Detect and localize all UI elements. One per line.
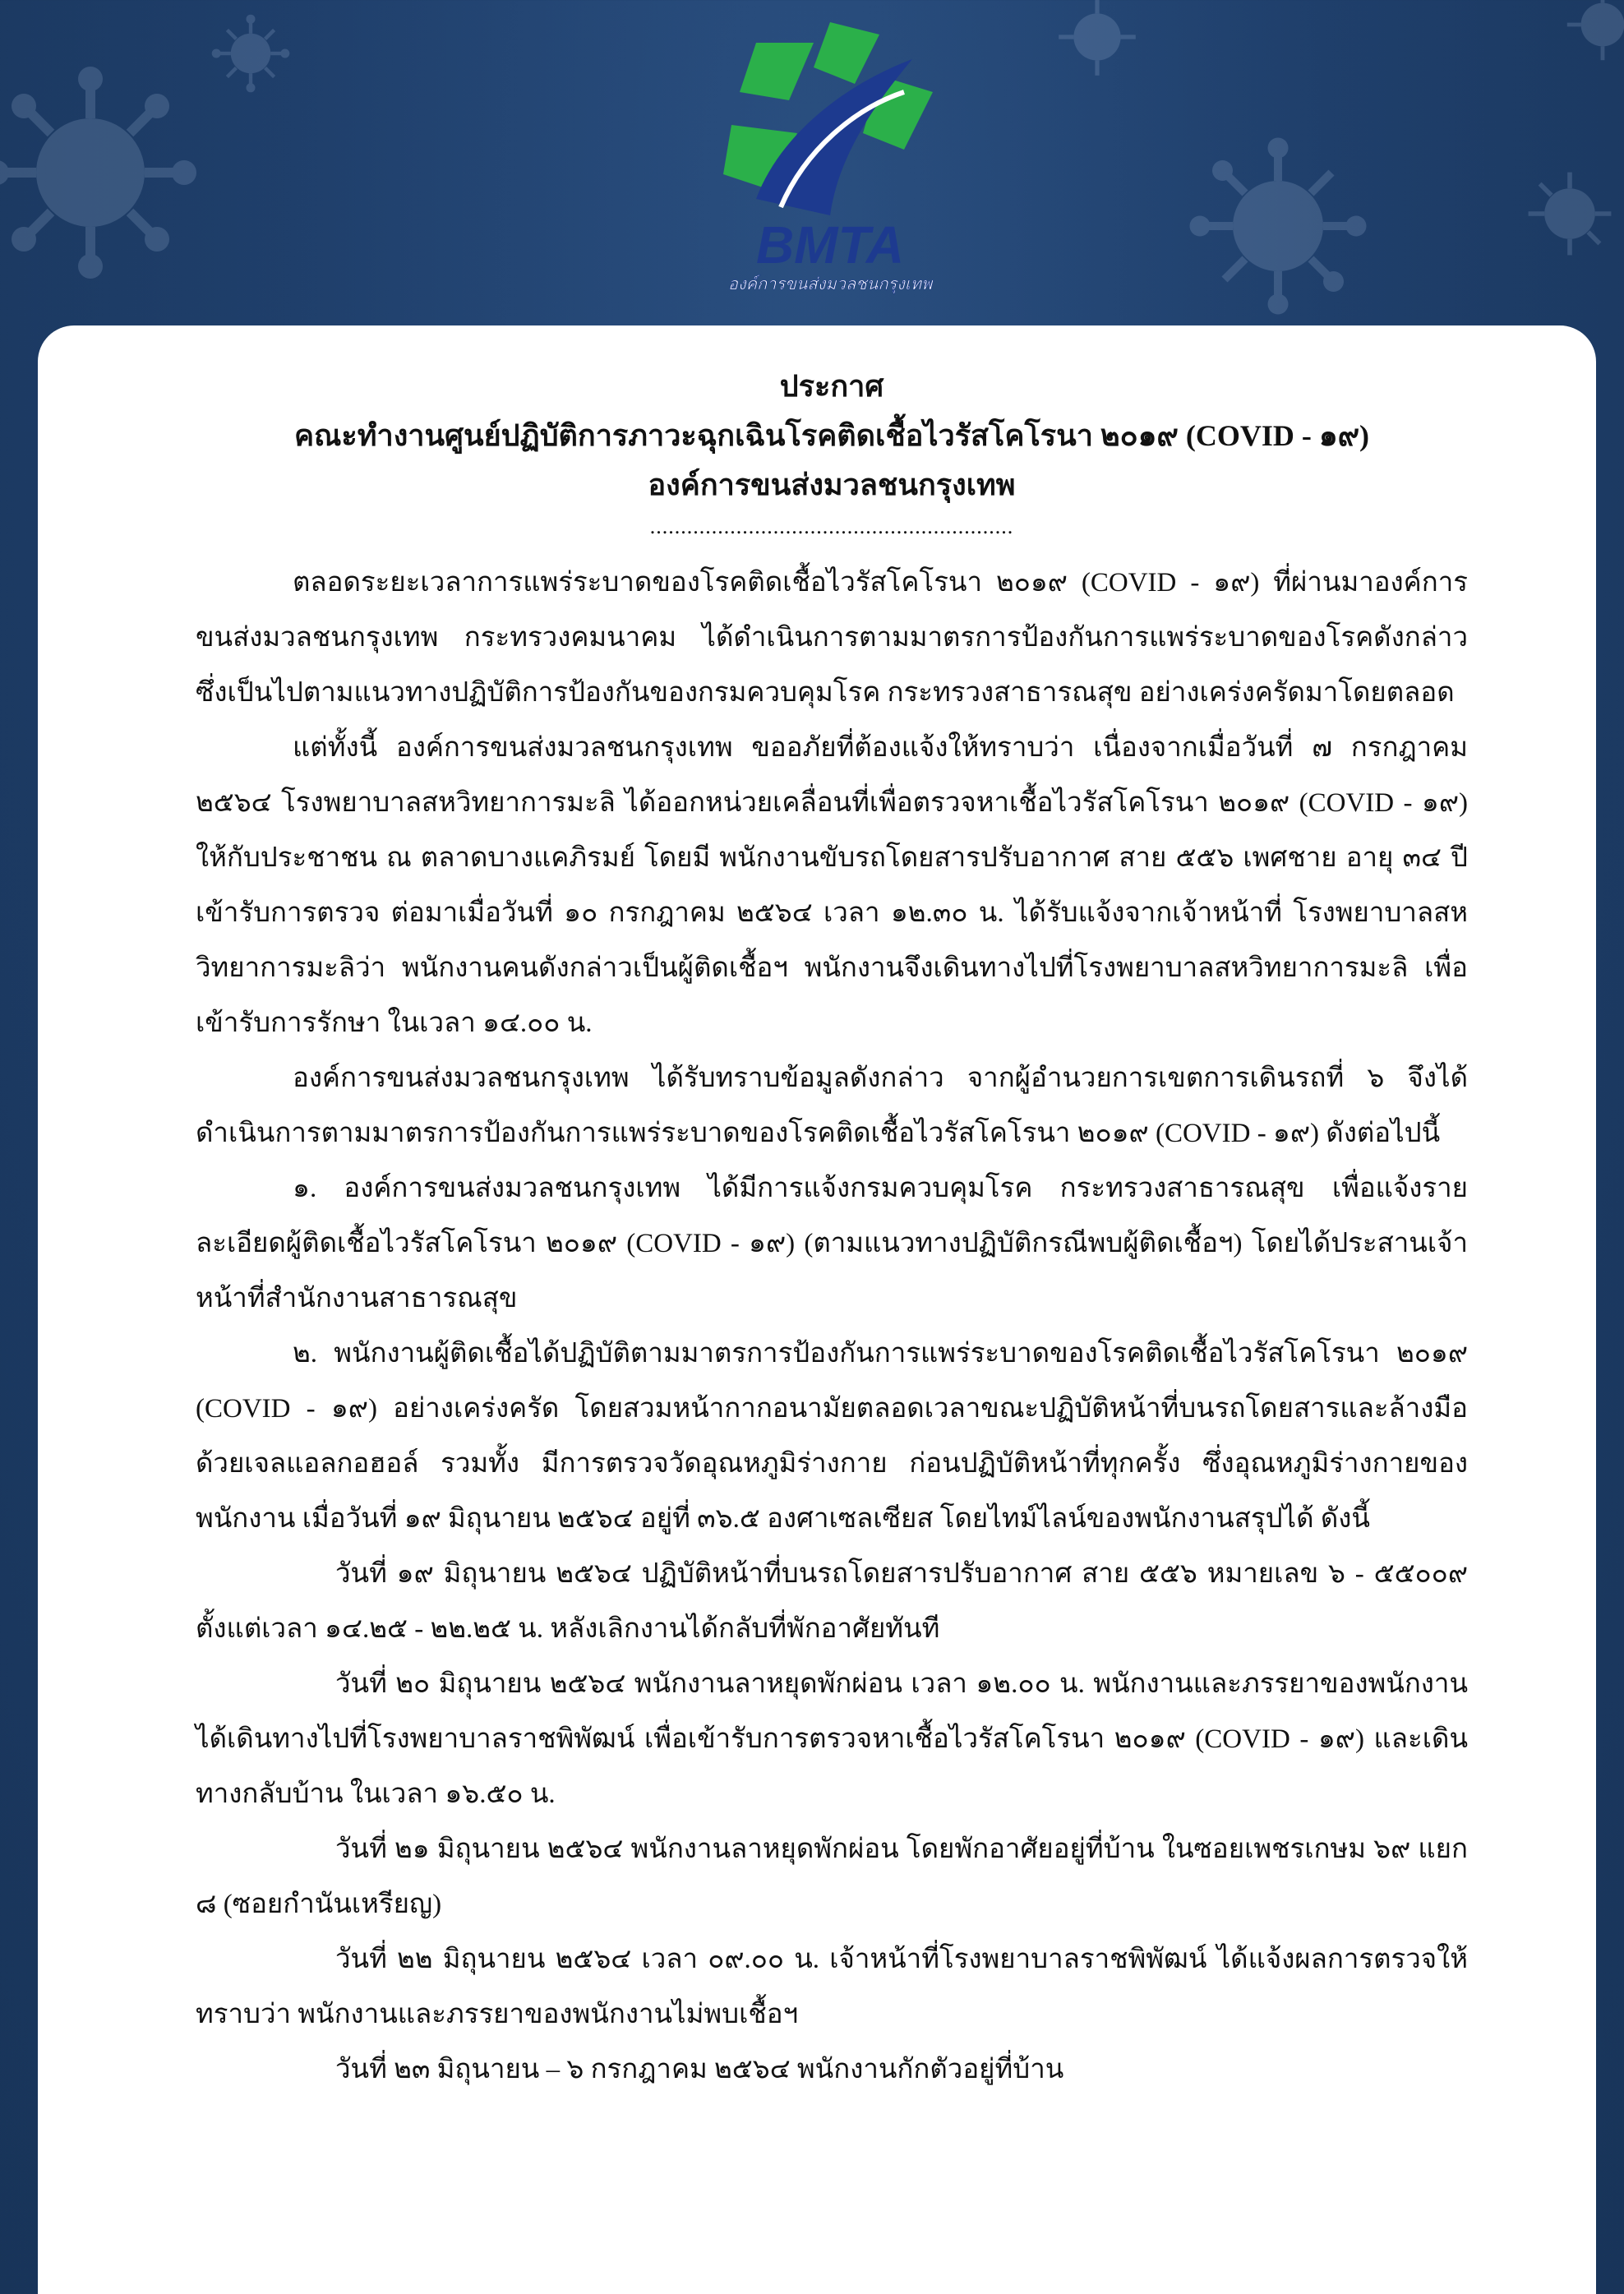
timeline-item: วันที่ ๒๒ มิถุนายน ๒๕๖๔ เวลา ๐๙.๐๐ น. เจ้าหน้าที่โรงพยาบาลราชพิพัฒน์ ได้แจ้งผลการตรวจให้ทราบว่า พนักงานและภรรยาของพนักงานไม่พบเชื้อฯ (196, 1945, 1468, 2029)
timeline-item: วันที่ ๒๓ มิถุนายน – ๖ กรกฎาคม ๒๕๖๔ พนักงานกักตัวอยู่ที่บ้าน (335, 2055, 1064, 2084)
bmta-logo (707, 10, 953, 298)
announcement-card (38, 325, 1596, 2294)
announcement-content (196, 362, 1468, 2098)
timeline-item: วันที่ ๑๙ มิถุนายน ๒๕๖๔ ปฏิบัติหน้าที่บนรถโดยสารปรับอากาศ สาย ๕๕๖ หมายเลข ๖ - ๕๕๐๐๙ ตั้งแต่เวลา ๑๔.๒๕ - ๒๒.๒๕ น. หลังเลิกงานได้กลับที่พักอาศัยทันที (196, 1559, 1468, 1644)
paragraph-5: ๒. พนักงานผู้ติดเชื้อได้ปฏิบัติตามมาตรการป้องกันการแพร่ระบาดของโรคติดเชื้อไวรัสโคโรนา ๒๐๑๙ (COVID - ๑๙) อย่างเคร่งครัด โดยสวมหน้ากากอนามัยตลอดเวลาขณะปฏิบัติหน้าที่บนรถโดยสารและล้างมือด้วยเจลแอลกอฮอล์ รวมทั้ง มีการตรวจวัดอุณหภูมิร่างกาย ก่อนปฏิบัติหน้าที่ทุกครั้ง ซึ่งอุณหภูมิร่างกายของพนักงาน เมื่อวันที่ ๑๙ มิถุนายน ๒๕๖๔ อยู่ที่ ๓๖.๕ องศาเซลเซียส โดยไทม์ไลน์ของพนักงานสรุปได้ ดังนี้ (196, 1339, 1468, 1534)
paragraph-2: แต่ทั้งนี้ องค์การขนส่งมวลชนกรุงเทพ ขออภัยที่ต้องแจ้งให้ทราบว่า เนื่องจากเมื่อวันที่ ๗ กรกฎาคม ๒๕๖๔ โรงพยาบาลสหวิทยาการมะลิ ได้ออกหน่วยเคลื่อนที่เพื่อตรวจหาเชื้อไวรัสโคโรนา ๒๐๑๙ (COVID - ๑๙) ให้กับประชาชน ณ ตลาดบางแคภิรมย์ โดยมี พนักงานขับรถโดยสารปรับอากาศ สาย ๕๕๖ เพศชาย อายุ ๓๔ ปี เข้ารับการตรวจ ต่อมาเมื่อวันที่ ๑๐ กรกฎาคม ๒๕๖๔ เวลา ๑๒.๓๐ น. ได้รับแจ้งจากเจ้าหน้าที่ โรงพยาบาลสหวิทยาการมะลิว่า พนักงานคนดังกล่าวเป็นผู้ติดเชื้อฯ พนักงานจึงเดินทางไปที่โรงพยาบาลสหวิทยาการมะลิ เพื่อเข้ารับการรักษา ในเวลา ๑๔.๐๐ น. (196, 733, 1468, 1038)
announcement-organization: องค์การขนส่งมวลชนกรุงเทพ (648, 468, 1016, 501)
logo-subtitle: องค์การขนส่งมวลชนกรุงเทพ (727, 274, 933, 293)
paragraph-4: ๑. องค์การขนส่งมวลชนกรุงเทพ ได้มีการแจ้งกรมควบคุมโรค กระทรวงสาธารณสุข เพื่อแจ้งรายละเอียดผู้ติดเชื้อไวรัสโคโรนา ๒๐๑๙ (COVID - ๑๙) (ตามแนวทางปฏิบัติกรณีพบผู้ติดเชื้อฯ) โดยได้ประสานเจ้าหน้าที่สำนักงานสาธารณสุข (196, 1174, 1468, 1313)
paragraph-1: ตลอดระยะเวลาการแพร่ระบาดของโรคติดเชื้อไวรัสโคโรนา ๒๐๑๙ (COVID - ๑๙) ที่ผ่านมาองค์การขนส่งมวลชนกรุงเทพ กระทรวงคมนาคม ได้ดำเนินการตามมาตรการป้องกันการแพร่ระบาดของโรคดังกล่าว ซึ่งเป็นไปตามแนวทางปฏิบัติการป้องกันของกรมควบคุมโรค กระทรวงสาธารณสุข อย่างเคร่งครัดมาโดยตลอด (196, 568, 1468, 708)
logo-text: BMTA (755, 215, 905, 275)
header-banner (0, 0, 1624, 321)
timeline-item: วันที่ ๒๑ มิถุนายน ๒๕๖๔ พนักงานลาหยุดพักผ่อน โดยพักอาศัยอยู่ที่บ้าน ในซอยเพชรเกษม ๖๙ แยก ๘ (ซอยกำนันเหรียญ) (196, 1835, 1468, 1919)
timeline-item: วันที่ ๒๐ มิถุนายน ๒๕๖๔ พนักงานลาหยุดพักผ่อน เวลา ๑๒.๐๐ น. พนักงานและภรรยาของพนักงาน ได้เดินทางไปที่โรงพยาบาลราชพิพัฒน์ เพื่อเข้ารับการตรวจหาเชื้อไวรัสโคโรนา ๒๐๑๙ (COVID - ๑๙) และเดินทางกลับบ้าน ในเวลา ๑๖.๕๐ น. (196, 1669, 1468, 1809)
announcement-subtitle: คณะทำงานศูนย์ปฏิบัติการภาวะฉุกเฉินโรคติดเชื้อไวรัสโคโรนา ๒๐๑๙ (COVID - ๑๙) (293, 419, 1370, 452)
paragraph-3: องค์การขนส่งมวลชนกรุงเทพ ได้รับทราบข้อมูลดังกล่าว จากผู้อำนวยการเขตการเดินรถที่ ๖ จึงได้ดำเนินการตามมาตรการป้องกันการแพร่ระบาดของโรคติดเชื้อไวรัสโคโรนา ๒๐๑๙ (COVID - ๑๙) ดังต่อไปนี้ (196, 1064, 1468, 1148)
bmta-logo-mark-icon (723, 22, 933, 215)
separator-dots: ........................................................... (649, 515, 1014, 538)
announcement-title: ประกาศ (779, 370, 884, 403)
